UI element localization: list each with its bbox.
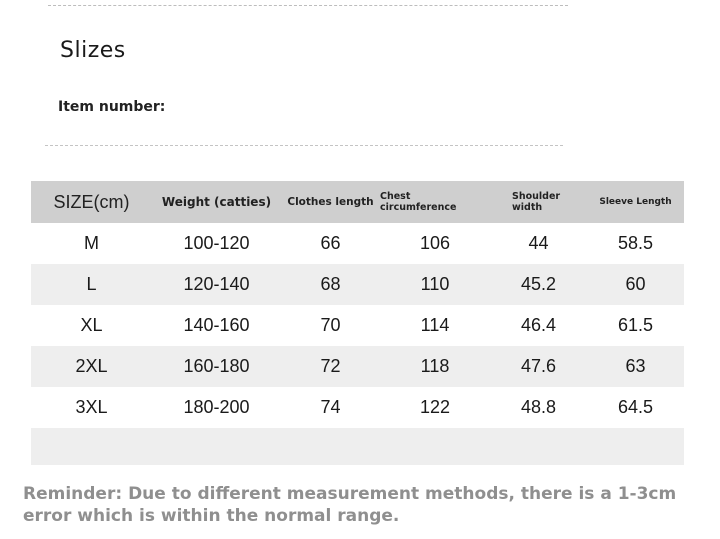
cell-sleeve: 61.5	[617, 315, 654, 335]
cell-clothes-length: 74	[320, 397, 341, 417]
cell-sleeve: 64.5	[617, 397, 654, 417]
cell-chest: 106	[419, 233, 451, 253]
cell-shoulder: 44	[528, 233, 549, 253]
cell-chest: 118	[420, 356, 450, 376]
cell-clothes-length: 72	[320, 356, 341, 376]
cell-size: L	[86, 274, 97, 294]
cell-shoulder: 48.8	[520, 397, 557, 417]
cell-clothes-length: 66	[320, 233, 341, 253]
table-row	[31, 387, 684, 428]
cell-sleeve: 63	[625, 356, 646, 376]
header-clothes-length: Clothes length	[287, 196, 374, 208]
cell-sleeve: 60	[625, 274, 646, 294]
cell-weight: 140-160	[183, 315, 250, 335]
header-sleeve-length: Sleeve Length	[599, 197, 672, 207]
header-chest-circumference: Chest circumference	[380, 191, 457, 213]
header-weight: Weight (catties)	[161, 195, 272, 209]
header-size: SIZE(cm)	[53, 191, 130, 212]
cell-weight: 100-120	[183, 233, 250, 253]
table-row	[31, 346, 684, 387]
cell-shoulder: 45.2	[520, 274, 557, 294]
cell-weight: 120-140	[183, 274, 250, 294]
item-number-label: Item number:	[58, 99, 166, 115]
page-title: Slizes	[60, 38, 126, 63]
cell-clothes-length: 70	[320, 315, 341, 335]
table-header-row	[31, 181, 684, 223]
cell-size: 3XL	[75, 397, 108, 417]
cell-size: 2XL	[75, 356, 108, 376]
header-shoulder-width: Shoulder width	[512, 191, 561, 213]
size-chart-table	[31, 181, 684, 465]
cell-chest: 110	[420, 274, 450, 294]
cell-size: M	[84, 233, 99, 253]
top-divider	[48, 5, 568, 6]
cell-clothes-length: 68	[320, 274, 341, 294]
cell-chest: 114	[420, 315, 450, 335]
cell-size: XL	[80, 315, 103, 335]
reminder-note: Reminder: Due to different measurement methods, there is a 1-3cm error which is within the normal range.	[23, 484, 677, 526]
cell-weight: 180-200	[183, 397, 250, 417]
cell-shoulder: 47.6	[520, 356, 557, 376]
empty-cell	[31, 428, 684, 465]
table-row-empty	[31, 428, 684, 465]
cell-sleeve: 58.5	[617, 233, 654, 253]
table-row	[31, 264, 684, 305]
section-divider	[45, 145, 563, 146]
table-row	[31, 305, 684, 346]
table-row	[31, 223, 684, 264]
cell-chest: 122	[419, 397, 451, 417]
cell-shoulder: 46.4	[520, 315, 557, 335]
cell-weight: 160-180	[183, 356, 250, 376]
